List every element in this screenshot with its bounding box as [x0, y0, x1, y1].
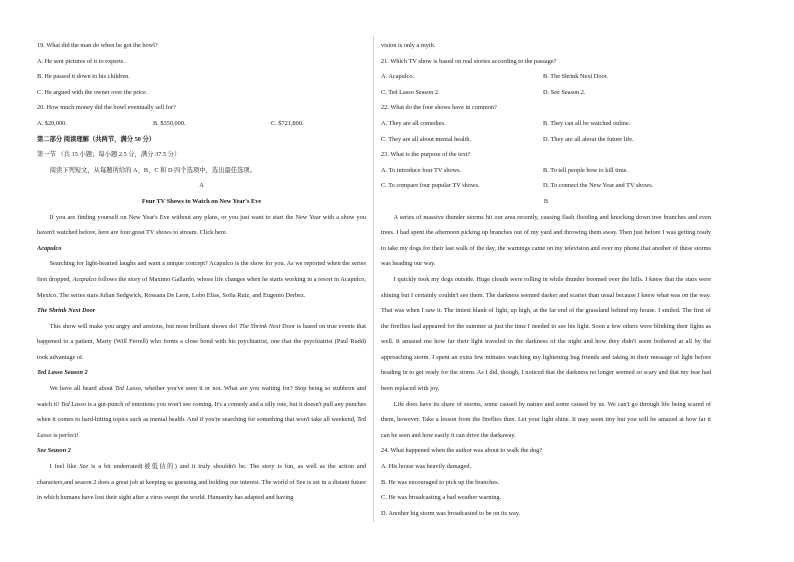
q23-stem: 23. What is the purpose of the text? [381, 151, 471, 159]
section1-heading: 第一节 （共 15 小题；每小题 2.5 分，满分 37.5 分） [37, 151, 181, 159]
q22-option-d: D. They are all about the future life. [543, 135, 634, 143]
column-divider [373, 36, 374, 522]
q21-options-cd [381, 85, 711, 101]
q22-options-cd [381, 132, 711, 148]
q22-stem: 22. What do the four shows have in common? [381, 104, 497, 112]
q19-option-a: A. He sent pictures of it to experts. [37, 57, 125, 65]
q23-option-b: B. To tell people how to kill time. [543, 166, 628, 174]
q20-option-a: A. $20,000. [37, 119, 67, 127]
q20-option-b: B. $350,000. [153, 119, 186, 127]
q24-stem: 24. What happened when the author was about to walk the dog? [381, 447, 543, 455]
q21-option-c: C. Ted Lasso Season 2. [381, 88, 440, 96]
show3-paragraph: We have all heard about Ted Lasso, whether you've seen it or not. What are you waiting for? Stop being so stubborn and watch it! Ted Lasso is a gut-punch of emotions you won't see coming. It's a comedy and a silly one, but it doesn't pull any punches when it comes to hard-hitting topics such as mental health. And if you're searching for something that won't take all weekend, Ted Lasso is perfect! [37, 385, 366, 439]
show4-title: See Season 2 [37, 447, 71, 455]
passage-b-paragraph-2: I quickly took my dogs outside. Huge clouds were rolling in while thunder boomed over the hills. I knew that the stars were shining but I certainly couldn't see them. The darkness seemed darker and scarier than usual because I knew what was on the way. That was when I saw it. The tiniest blank of light, up high, at the far end of the grassland behind my house. I smiled. The first of the fireflies had appeared for the summer at just the time I needed to see his light. Soon a few others were blinking their lights as well. It amazed me how far their light traveled in the darkness of the night and how they didn't seem bothered at all by the approaching storm. I spent an extra few minutes watching my lightening bug friends and taking in their message of light before heading in to get ready for the storm. As I did, though, I noticed that the darkness no longer seemed so scary and that my fear had been replaced with joy. [381, 275, 711, 393]
q21-options-ab [381, 69, 711, 85]
passage-a-intro: If you are finding yourself on New Year's Eve without any plans, or you just want to start the New Year with a show you haven't watched before, here are four great TV shows to stream. Click here. [37, 213, 366, 237]
q23-options-cd [381, 178, 711, 194]
q21-stem: 21. Which TV show is based on real stories according to the passage? [381, 57, 557, 65]
q19-option-b: B. He passed it down to his children. [37, 73, 130, 81]
show4-paragraph: I feel like See is a bit underrated(被低估的) and it truly shouldn't be. The story is fun, as well as the action and characters,and season 2 does a great job at keeping us guessing and holding our interest. The world of See is set in a distant future in which humans have lost their sight after a virus swept the world. Humanity has adapted and having [37, 463, 367, 502]
q24-option-d: D. Another big storm was broadcasted to be on its way. [381, 509, 521, 517]
q19-stem: 19. What did the man do when he got the bowl? [37, 42, 158, 49]
q20-options [37, 116, 366, 132]
q22-option-b: B. They can all be watched online. [543, 119, 631, 127]
show2-title: The Shrink Next Door [37, 307, 96, 315]
passage-b-label: B [543, 197, 549, 205]
passage-a-title: Four TV Shows to Watch on New Year's Eve [141, 197, 262, 205]
instructions: 阅读下列短文，从每题所给的 A、B、C 和 D 四个选项中，选出最佳选项。 [49, 166, 256, 174]
q19-option-c: C. He argued with the owner over the price. [37, 88, 148, 96]
q23-option-a: A. To introduce four TV shows. [381, 166, 462, 174]
passage-a-label: A [199, 182, 204, 190]
right-column [381, 38, 711, 521]
q20-stem: 20. How much money did the bowl eventually sell for? [37, 104, 176, 112]
q24-option-c: C. He was broadcasting a bad weather warning. [381, 494, 502, 502]
passage-b-paragraph-3: Life does have its share of storms, some caused by nature and some caused by us. We can't go through life being scared of them, however. Take a lesson from the fireflies then. Let your light shine. It may seem tiny but you will be amazed at how far it can be seen and how easily it can drive the darkaway. [381, 400, 711, 439]
q23-option-d: D. To connect the New Year and TV shows. [543, 182, 654, 190]
q21-option-a: A. Acapulco. [381, 73, 415, 81]
q22-option-a: A. They are all comedies. [381, 119, 446, 127]
show4-continuation: vision is only a myth. [381, 42, 436, 49]
passage-b-paragraph-1: A series of massive thunder storms hit our area recently, causing flash flooding and knocking down tree branches and even trees. I had spent the afternoon picking up branches out of my yard and throwing them away. Then just before I was getting ready to take my dogs for their last walk of the day, the warnings came on my television and over my phone that another of these storms was heading our way. [381, 213, 711, 268]
q23-option-c: C. To compare four popular TV shows. [381, 182, 480, 190]
part2-heading: 第二部分 阅读理解（共两节，满分 50 分） [37, 135, 156, 143]
left-column [37, 38, 366, 506]
show1-title: Acapulco [37, 244, 62, 252]
show3-title: Ted Lasso Season 2 [37, 369, 88, 377]
show1-paragraph: Searching for light-hearted laughs and want a unique concept? Acapulco is the show for you. As we reported when the series first dropped, Acapulco follows the story of Maximo Gallardo, whose life changes when he starts working in a resort in Acapulco, Mexico. The series stars Julian Sedgwick, Rossana De Leon, Lobo Elias, Sofia Ruiz, and Eugenio Derbez. [37, 260, 367, 299]
q20-option-c: C. $721,800. [271, 119, 304, 127]
q22-options-ab [381, 116, 711, 132]
q21-option-b: B. The Shrink Next Door. [543, 73, 608, 81]
q23-options-ab [381, 163, 711, 179]
q24-option-a: A. His house was heavily damaged. [381, 463, 472, 471]
show2-paragraph: This show will make you angry and anxious, but most brilliant shows do! The Shrink Next Door is based on true events that happened to a patient, Marty (Will Ferrell) who forms a close bond with his psychiatrist, one that the psychiatrist (Paul Rudd) took advantage of. [37, 322, 367, 361]
q24-option-b: B. He was encouraged to pick up the branches. [381, 478, 500, 486]
q22-option-c: C. They are all about mental health. [381, 135, 472, 143]
q21-option-d: D. See Season 2. [543, 88, 586, 96]
